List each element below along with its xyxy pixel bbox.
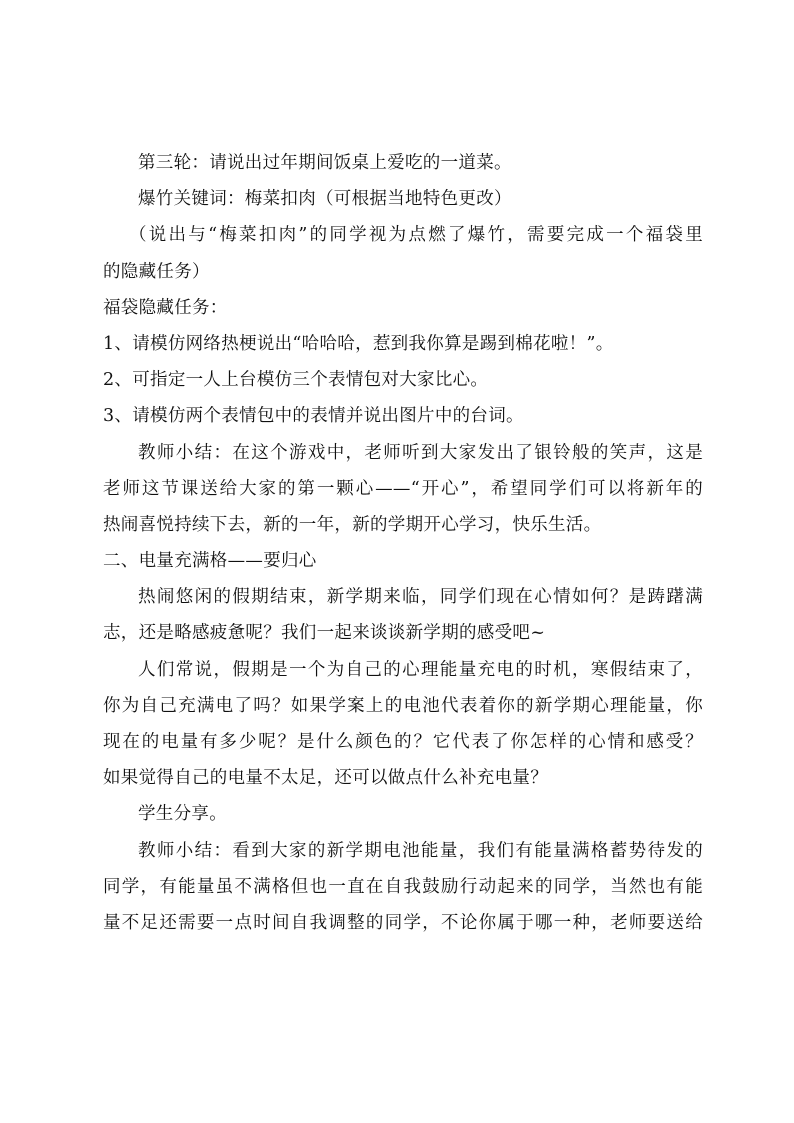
round-three-question: 第三轮：请说出过年期间饭桌上爱吃的一道菜。 <box>138 153 512 173</box>
teacher-summary-1-line-2: 老师这节课送给大家的第一颗心——“开心”，希望同学们可以将新年的 <box>103 478 703 499</box>
teacher-summary-1-line-3: 热闹喜悦持续下去，新的一年，新的学期开心学习，快乐生活。 <box>103 514 602 535</box>
lucky-bag-heading: 福袋隐藏任务： <box>103 297 228 318</box>
rule-note-line-2: 的隐藏任务） <box>103 261 210 282</box>
teacher-summary-2-line-3: 量不足还需要一点时间自我调整的同学，不论你属于哪一种，老师要送给 <box>103 912 703 933</box>
section-two-heading: 二、电量充满格——要归心 <box>103 551 317 572</box>
task-item-3: 3、请模仿两个表情包中的表情并说出图片中的台词。 <box>103 406 524 427</box>
intro-paragraph-line-1: 热闹悠闲的假期结束，新学期来临，同学们现在心情如何？是踌躇满 <box>138 587 703 608</box>
teacher-summary-2-line-2: 同学，有能量虽不满格但也一直在自我鼓励行动起来的同学，当然也有能 <box>103 876 703 897</box>
firecracker-keyword: 爆竹关键词：梅菜扣肉（可根据当地特色更改） <box>138 189 512 210</box>
document-body <box>103 145 703 941</box>
battery-paragraph-line-1: 人们常说，假期是一个为自己的心理能量充电的时机，寒假结束了， <box>138 659 703 680</box>
intro-paragraph-line-2: 志，还是略感疲惫呢？我们一起来谈谈新学期的感受吧~ <box>103 623 546 644</box>
battery-paragraph-line-4: 如果觉得自己的电量不太足，还可以做点什么补充电量？ <box>103 768 548 789</box>
task-item-1: 1、请模仿网络热梗说出“哈哈哈，惹到我你算是踢到棉花啦！”。 <box>103 333 614 354</box>
teacher-summary-2-line-1: 教师小结：看到大家的新学期电池能量，我们有能量满格蓄势待发的 <box>138 840 703 861</box>
battery-paragraph-line-2: 你为自己充满电了吗？如果学案上的电池代表着你的新学期心理能量，你 <box>103 695 703 716</box>
rule-note-line-1: （说出与“梅菜扣肉”的同学视为点燃了爆竹，需要完成一个福袋里 <box>129 225 703 246</box>
task-item-2: 2、可指定一人上台模仿三个表情包对大家比心。 <box>103 370 489 391</box>
battery-paragraph-line-3: 现在的电量有多少呢？是什么颜色的？它代表了你怎样的心情和感受？ <box>103 732 703 752</box>
teacher-summary-1-line-1: 教师小结：在这个游戏中，老师听到大家发出了银铃般的笑声，这是 <box>138 442 703 463</box>
student-share: 学生分享。 <box>138 804 227 825</box>
